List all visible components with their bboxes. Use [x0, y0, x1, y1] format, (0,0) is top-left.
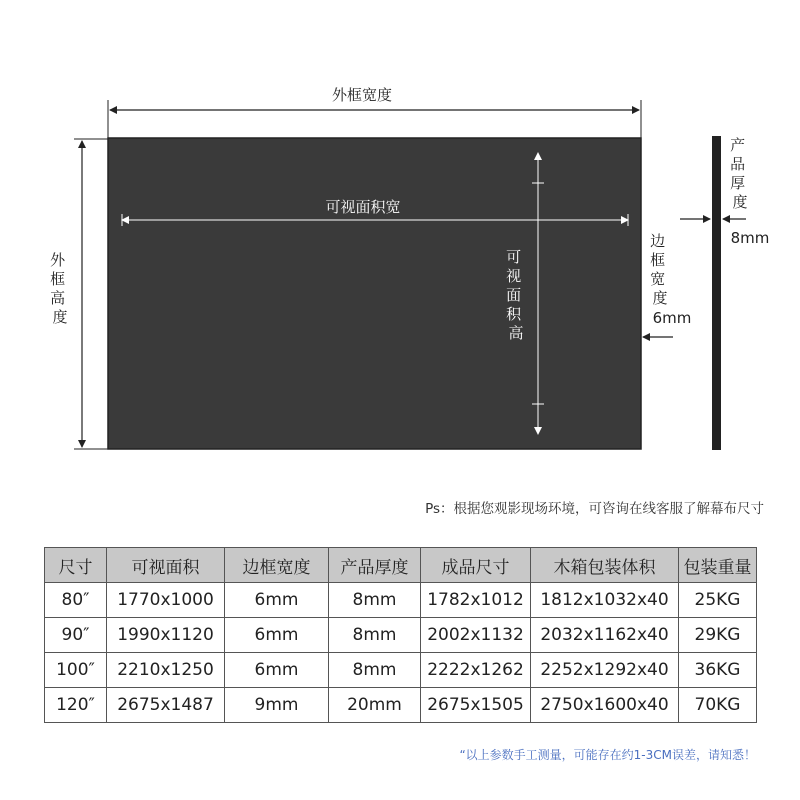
table-cell: 2750x1600x40 [531, 688, 679, 723]
frame-width-char: 度 [652, 289, 668, 307]
table-cell: 20mm [329, 688, 421, 723]
table-row [45, 583, 757, 618]
measurement-error-footnote: “以上参数手工测量，可能存在约1-3CM误差，请知悉！ [459, 748, 756, 762]
product-thickness-dimension [680, 136, 769, 450]
product-thickness-char: 品 [730, 155, 746, 173]
outer-height-label [50, 251, 70, 326]
visible-height-char: 积 [506, 305, 522, 323]
header-package-weight: 包装重量 [679, 548, 757, 583]
outer-width-label: 外框宽度 [331, 86, 393, 104]
product-thickness-value: 8mm [730, 229, 770, 247]
header-frame-width: 边框宽度 [225, 548, 329, 583]
table-cell: 70KG [679, 688, 757, 723]
table-cell: 2002x1132 [421, 618, 531, 653]
table-cell: 29KG [679, 618, 757, 653]
screen-panel [108, 138, 641, 449]
table-cell: 100″ [45, 653, 107, 688]
table-row [45, 653, 757, 688]
table-row [45, 618, 757, 653]
table-row [45, 688, 757, 723]
table-cell: 6mm [225, 653, 329, 688]
frame-width-char: 边 [650, 232, 666, 250]
table-cell: 25KG [679, 583, 757, 618]
frame-width-char: 框 [650, 251, 666, 269]
header-crate-volume: 木箱包装体积 [531, 548, 679, 583]
table-cell: 8mm [329, 653, 421, 688]
table-cell: 1990x1120 [107, 618, 225, 653]
table-cell: 36KG [679, 653, 757, 688]
table-cell: 2675x1505 [421, 688, 531, 723]
table-cell: 9mm [225, 688, 329, 723]
header-finished-size: 成品尺寸 [421, 548, 531, 583]
product-thickness-char: 产 [730, 136, 746, 154]
visible-height-char: 可 [506, 248, 522, 266]
table-cell: 120″ [45, 688, 107, 723]
table-header-row [45, 548, 757, 583]
size-consult-note: Ps：根据您观影现场环境，可咨询在线客服了解幕布尺寸 [425, 501, 764, 517]
table-cell: 6mm [225, 618, 329, 653]
outer-height-char: 度 [52, 308, 68, 326]
outer-height-dimension [50, 139, 108, 449]
frame-width-dimension [643, 232, 691, 337]
header-product-thickness: 产品厚度 [329, 548, 421, 583]
table-cell: 8mm [329, 583, 421, 618]
frame-width-value: 6mm [652, 309, 692, 327]
header-visible-area: 可视面积 [107, 548, 225, 583]
product-thickness-label [730, 136, 750, 211]
product-thickness-char: 厚 [730, 174, 746, 192]
table-cell: 80″ [45, 583, 107, 618]
table-cell: 1812x1032x40 [531, 583, 679, 618]
table-cell: 2210x1250 [107, 653, 225, 688]
header-size: 尺寸 [45, 548, 107, 583]
visible-height-char: 视 [506, 267, 522, 285]
visible-height-char: 高 [508, 324, 524, 342]
side-profile-bar [712, 136, 721, 450]
table-cell: 6mm [225, 583, 329, 618]
outer-height-char: 外 [50, 251, 66, 269]
frame-width-label [650, 232, 670, 307]
table-cell: 8mm [329, 618, 421, 653]
table-cell: 1782x1012 [421, 583, 531, 618]
product-thickness-char: 度 [732, 193, 748, 211]
frame-width-char: 宽 [650, 270, 666, 288]
table-cell: 1770x1000 [107, 583, 225, 618]
visible-height-label [506, 248, 526, 342]
visible-width-label: 可视面积宽 [325, 198, 401, 216]
table-cell: 2032x1162x40 [531, 618, 679, 653]
visible-height-char: 面 [506, 286, 522, 304]
outer-width-dimension [108, 86, 641, 138]
table-cell: 2222x1262 [421, 653, 531, 688]
spec-table [44, 547, 757, 723]
table-cell: 2675x1487 [107, 688, 225, 723]
outer-height-char: 框 [50, 270, 66, 288]
table-cell: 2252x1292x40 [531, 653, 679, 688]
outer-height-char: 高 [50, 289, 66, 307]
table-cell: 90″ [45, 618, 107, 653]
